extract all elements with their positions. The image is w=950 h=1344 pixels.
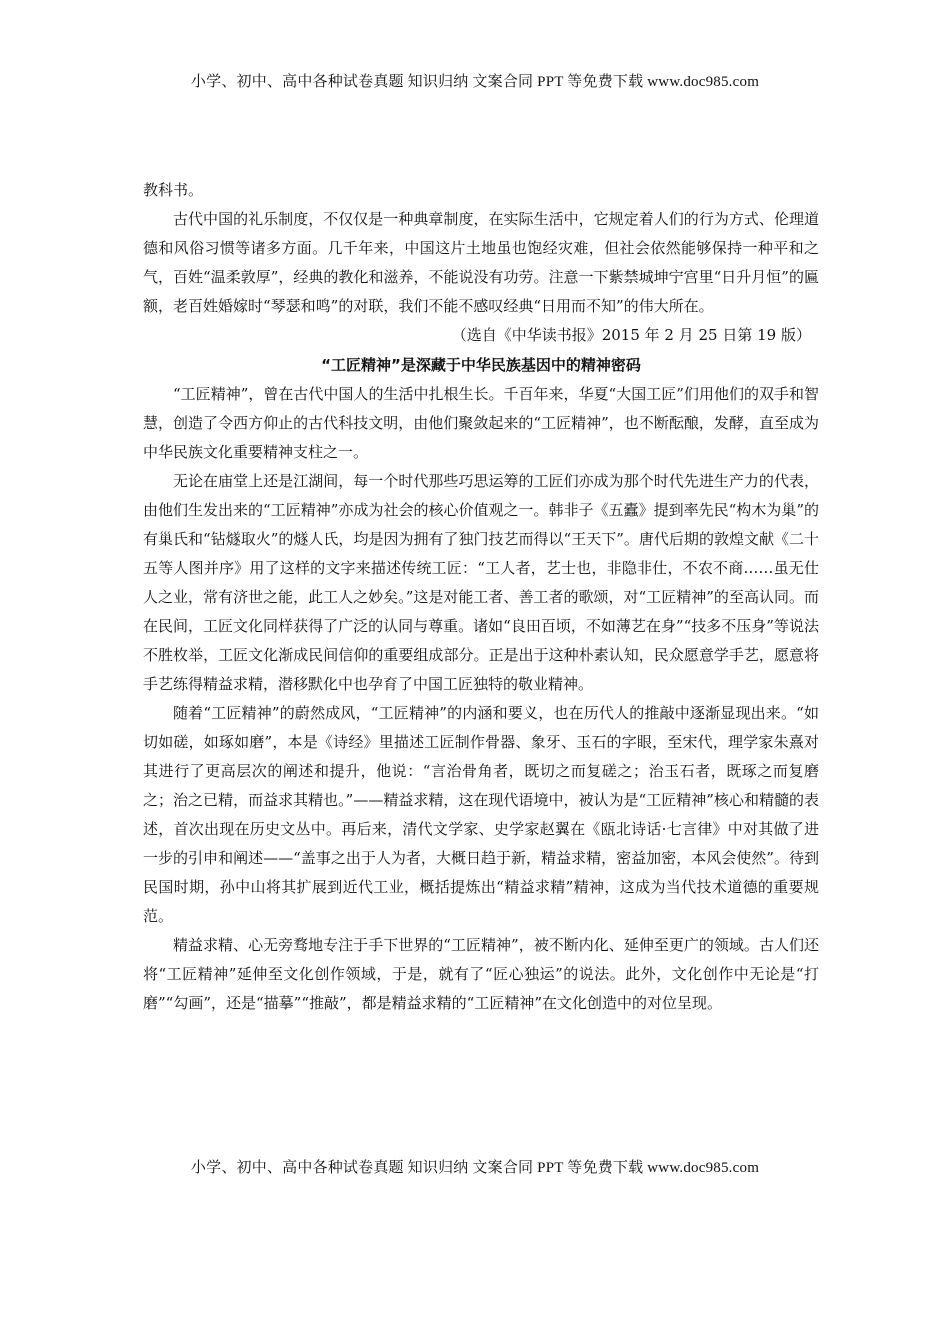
page-footer: 小学、初中、高中各种试卷真题 知识归纳 文案合同 PPT 等免费下载 www.doc985.com — [190, 1160, 760, 1176]
article-title: “工匠精神”是深藏于中华民族基因中的精神密码 — [321, 356, 641, 374]
document-body — [143, 176, 819, 1018]
continuation-text: 教科书。 — [143, 181, 204, 199]
article-paragraph-3: 随着“工匠精神”的蔚然成风，“工匠精神”的内涵和要义，也在历代人的推敲中逐渐显现出来。“如切如磋，如琢如磨”，本是《诗经》里描述工匠制作骨器、象牙、玉石的字眼，至宋代，理学家朱熹对其进行了更高层次的阐述和提升，他说：“言治骨角者，既切之而复磋之；治玉石者，既琢之而复磨之；治之已精，而益求其精也。”——精益求精，这在现代语境中，被认为是“工匠精神”核心和精髓的表述，首次出现在历史文丛中。再后来，清代文学家、史学家赵翼在《瓯北诗话·七言律》中对其做了进一步的引申和阐述——“盖事之出于人为者，大概日趋于新，精益求精，密益加密，本风会使然”。待到民国时期，孙中山将其扩展到近代工业，概括提炼出“精益求精”精神，这成为当代技术道德的重要规范。 — [143, 704, 819, 925]
page-header: 小学、初中、高中各种试卷真题 知识归纳 文案合同 PPT 等免费下载 www.doc985.com — [190, 74, 760, 90]
article-paragraph-2: 无论在庙堂上还是江湖间，每一个时代那些巧思运筹的工匠们亦成为那个时代先进生产力的代表，由他们生发出来的“工匠精神”亦成为社会的核心价值观之一。韩非子《五蠹》提到率先民“构木为巢”的有巢氏和“钻燧取火”的燧人氏，均是因为拥有了独门技艺而得以“王天下”。唐代后期的敦煌文献《二十五等人图并序》用了这样的文字来描述传统工匠：“工人者，艺士也，非隐非仕，不农不商……虽无仕人之业，常有济世之能，此工人之妙矣。”这是对能工者、善工者的歌颂，对“工匠精神”的至高认同。而在民间，工匠文化同样获得了广泛的认同与尊重。诸如“良田百顷，不如薄艺在身”“技多不压身”等说法不胜枚举，工匠文化渐成民间信仰的重要组成部分。正是出于这种朴素认知，民众愿意学手艺，愿意将手艺练得精益求精，潜移默化中也孕育了中国工匠独特的敬业精神。 — [143, 472, 819, 693]
paragraph-rites: 古代中国的礼乐制度，不仅仅是一种典章制度，在实际生活中，它规定着人们的行为方式、伦理道德和风俗习惯等诸多方面。几千年来，中国这片土地虽也饱经灾难，但社会依然能够保持一种平和之气，百姓“温柔敦厚”，经典的教化和滋养，不能说没有功劳。注意一下紫禁城坤宁宫里“日升月恒”的匾额，老百姓婚嫁时“琴瑟和鸣”的对联，我们不能不感叹经典“日用而不知”的伟大所在。 — [143, 210, 819, 315]
article-paragraph-4: 精益求精、心无旁骛地专注于手下世界的“工匠精神”，被不断内化、延伸至更广的领域。古人们还将“工匠精神”延伸至文化创作领域，于是，就有了“匠心独运”的说法。此外，文化创作中无论是“打磨”“勾画”，还是“描摹”“推敲”，都是精益求精的“工匠精神”在文化创造中的对位呈现。 — [143, 936, 819, 1012]
article-paragraph-1: “工匠精神”，曾在古代中国人的生活中扎根生长。千百年来，华夏“大国工匠”们用他们的双手和智慧，创造了令西方仰止的古代科技文明，由他们聚敛起来的“工匠精神”，也不断酝酿，发酵，直至成为中华民族文化重要精神支柱之一。 — [143, 385, 819, 461]
source-citation: （选自《中华读书报》2015 年 2 月 25 日第 19 版） — [451, 326, 811, 344]
